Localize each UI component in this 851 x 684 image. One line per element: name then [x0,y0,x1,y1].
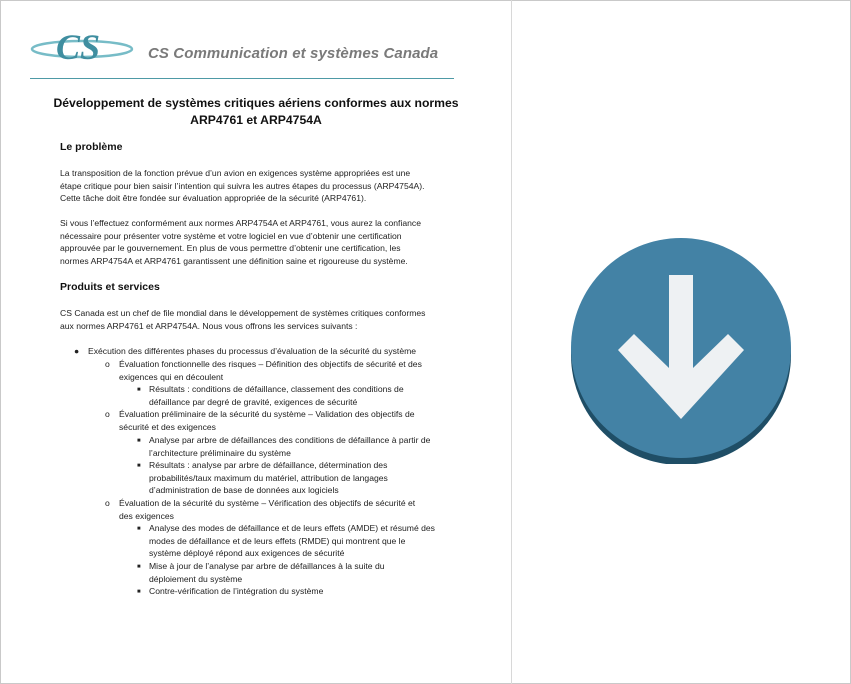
text-line: Évaluation préliminaire de la sécurité du système – Validation des objectifs de [119,409,415,419]
bullet-marker: ■ [137,438,141,444]
company-name: CS Communication et systèmes Canada [148,45,439,62]
text-line: déploiement du système [149,573,243,584]
text-line: Analyse par arbre de défaillances des conditions de défaillance à partir de [149,435,431,445]
text-line: des exigences [119,510,174,521]
text-line: Mise à jour de l’analyse par arbre de défaillances à la suite du [149,561,385,571]
paragraph-2 [60,217,460,267]
list-item [74,345,460,358]
text-line: défaillance par degré de gravité, exigences de sécurité [149,396,358,407]
bullet-marker: ■ [137,463,141,469]
text-line: Cette tâche doit être fondée sur évaluation appropriée de la sécurité (ARP4761). [60,193,367,203]
text-line: Contre-vérification de l’intégration du système [149,586,324,596]
logo-text: CS [56,27,101,66]
list-item [137,585,461,598]
bullet-marker: o [105,409,110,419]
download-arrow-icon[interactable] [568,238,794,464]
title-line: Développement de systèmes critiques aériens conformes aux normes [53,96,459,110]
text-line: Évaluation de la sécurité du système – Vérification des objectifs de sécurité et [119,498,416,508]
bullet-marker: o [105,359,110,369]
bullet-marker: ● [74,346,80,356]
text-line: Résultats : conditions de défaillance, classement des conditions de [149,384,404,394]
text-line: modes de défaillance et de leurs effets (RMDE) qui montrent que le [149,535,406,546]
list-item [137,522,461,560]
bullet-marker: ■ [137,589,141,595]
bullet-marker: ■ [137,564,141,570]
cs-logo [30,26,140,66]
text-line: normes ARP4754A et ARP4761 garantissent une définition saine et rigoureuse du système. [60,255,408,266]
text-line: Exécution des différentes phases du processus d’évaluation de la sécurité du système [88,346,417,356]
paragraph-1 [60,167,460,205]
bullet-marker: ■ [137,387,141,393]
list-item [137,459,461,497]
text-line: probabilités/taux maximum du matériel, attribution de langages [149,472,388,483]
text-line: d’administration de base de données aux logiciels [149,485,339,495]
text-line: Analyse des modes de défaillance et de leurs effets (AMDE) et résumé des [149,523,435,533]
text-line: nécessaire pour présenter votre système et votre logiciel en vue d’obtenir une certification [60,230,402,241]
list-item [137,434,461,459]
title-line: ARP4761 et ARP4754A [190,113,322,127]
document-title [40,95,472,129]
text-line: étape critique pour bien saisir l’intention qui suivra les autres étapes du processus (ARP4754A). [60,180,425,191]
bullet-marker: ■ [137,526,141,532]
text-line: Évaluation fonctionnelle des risques – Définition des objectifs de sécurité et des [119,359,422,369]
paragraph-3 [60,307,460,332]
section-heading-produits: Produits et services [60,281,160,293]
list-item [105,497,461,522]
text-line: exigences qui en découlent [119,371,224,382]
text-line: système déployé répond aux exigences de sécurité [149,548,345,558]
text-line: approuvée par le gouvernement. En plus de vous permettre d’obtenir une certification, les [60,243,401,253]
text-line: Résultats : analyse par arbre de défaillance, détermination des [149,460,388,470]
list-item [105,408,461,433]
text-line: sécurité et des exigences [119,421,216,432]
section-heading-probleme: Le problème [60,141,123,153]
list-item [137,560,461,585]
text-line: l’architecture préliminaire du système [149,447,291,458]
list-item [105,358,461,383]
text-line: CS Canada est un chef de file mondial dans le développement de systèmes critiques conformes [60,308,426,318]
header-rule [30,78,454,79]
text-line: aux normes ARP4761 et ARP4754A. Nous vous offrons les services suivants : [60,320,358,331]
text-line: Si vous l’effectuez conformément aux normes ARP4754A et ARP4761, vous aurez la confiance [60,218,421,228]
bullet-marker: o [105,498,110,508]
list-item [137,383,461,408]
text-line: La transposition de la fonction prévue d’un avion en exigences système appropriées est une [60,168,411,178]
